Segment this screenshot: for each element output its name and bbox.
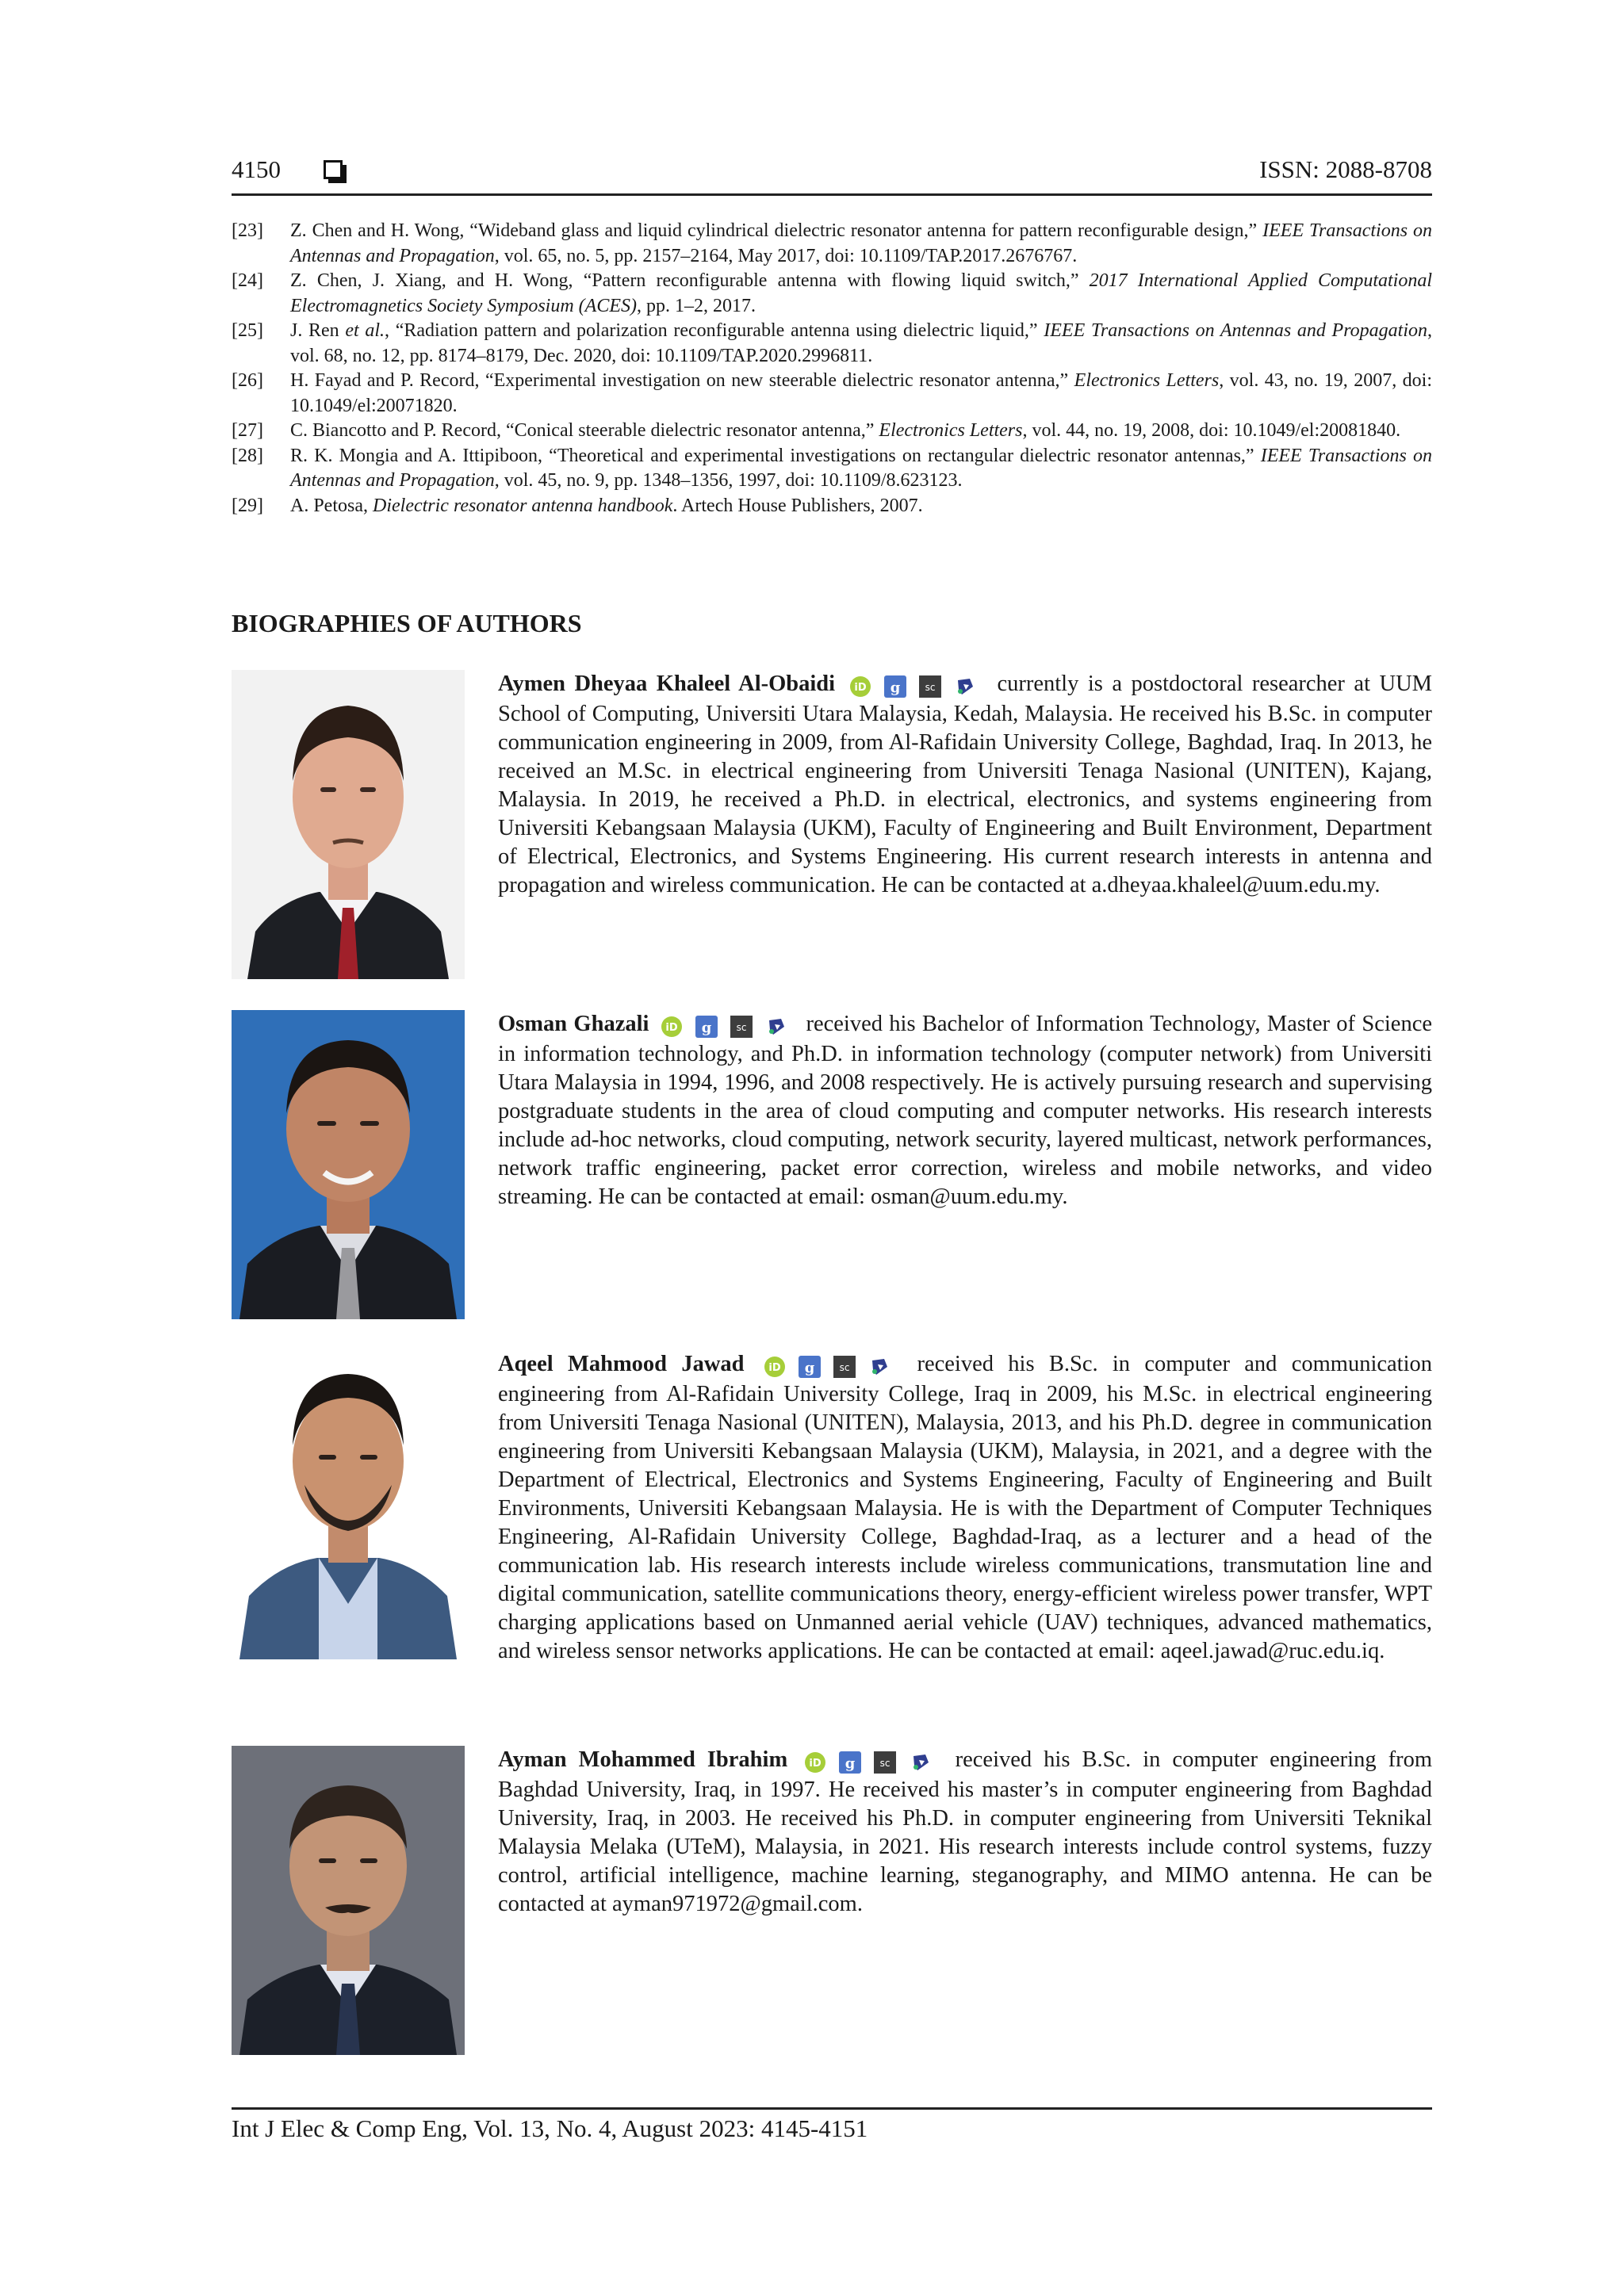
google-scholar-icon[interactable] — [884, 675, 906, 698]
reference-item — [232, 269, 1432, 319]
svg-text:sc: sc — [880, 1758, 891, 1770]
author-bio-text — [498, 1746, 1432, 1919]
issn: ISSN: 2088-8708 — [1259, 155, 1432, 183]
author-name: Ayman Mohammed Ibrahim — [498, 1747, 788, 1772]
reference-number: [24] — [232, 270, 263, 291]
scopus-icon[interactable] — [874, 1751, 896, 1774]
author-photo — [232, 1010, 465, 1319]
reference-item — [232, 369, 1432, 419]
author-bio-text — [498, 1010, 1432, 1211]
author-name: Osman Ghazali — [498, 1012, 649, 1036]
svg-text:iD: iD — [853, 682, 867, 695]
svg-text:g: g — [804, 1360, 815, 1377]
author-name: Aymen Dheyaa Khaleel Al-Obaidi — [498, 672, 836, 696]
author-photo — [232, 670, 465, 979]
reference-number: [26] — [232, 370, 263, 391]
svg-text:iD: iD — [809, 1758, 822, 1770]
svg-text:sc: sc — [839, 1362, 850, 1374]
page-header — [232, 155, 1432, 196]
reference-item — [232, 494, 1432, 519]
orcid-icon[interactable] — [849, 675, 871, 698]
author-bio-text — [498, 1350, 1432, 1666]
reference-item — [232, 419, 1432, 444]
svg-text:g: g — [701, 1020, 712, 1037]
reference-item — [232, 319, 1432, 369]
reference-number: [23] — [232, 220, 263, 241]
svg-text:iD: iD — [665, 1022, 678, 1035]
svg-text:g: g — [845, 1755, 856, 1773]
publons-icon[interactable] — [910, 1751, 932, 1774]
biographies-heading: BIOGRAPHIES OF AUTHORS — [232, 609, 582, 637]
publons-icon[interactable] — [954, 675, 976, 698]
box-bullet-icon — [324, 160, 343, 179]
svg-text:sc: sc — [925, 682, 936, 694]
reference-item — [232, 219, 1432, 269]
page-number: 4150 — [232, 155, 281, 183]
author-profile-icons — [849, 672, 983, 700]
publons-icon[interactable] — [868, 1356, 891, 1378]
reference-item — [232, 444, 1432, 494]
author-photo — [232, 1746, 465, 2055]
journal-citation: Int J Elec & Comp Eng, Vol. 13, No. 4, August 2023: 4145-4151 — [232, 2114, 868, 2142]
orcid-icon[interactable] — [804, 1751, 826, 1774]
reference-text: C. Biancotto and P. Record, “Conical steerable dielectric resonator antenna,” Electronics Letters, vol. 44, no. 19, 2008, doi: 10.1049/el:20081840. — [290, 420, 1401, 441]
reference-text: A. Petosa, Dielectric resonator antenna handbook. Artech House Publishers, 2007. — [290, 495, 923, 516]
google-scholar-icon[interactable] — [695, 1016, 718, 1038]
orcid-icon[interactable] — [661, 1016, 683, 1038]
author-photo — [232, 1350, 465, 1659]
author-bio-text — [498, 670, 1432, 900]
author-description: received his Bachelor of Information Technology, Master of Science in information technology, and Ph.D. in information technology (computer network) from Universiti Utara Malaysia in 1994, 1996, and 2008 respectively. He is actively pursuing research and supervising postgraduate students in the area of cloud computing and computer networks. His research interests include ad-hoc networks, cloud computing, network security, layered multicast, network performances, network traffic engineering, packet error correction, wireless and mobile networks, and video streaming. He can be contacted at email: osman@uum.edu.my. — [498, 1012, 1432, 1209]
author-description: received his B.Sc. in computer engineering from Baghdad University, Iraq, in 1997. He received his master’s in computer engineering from Baghdad University, Iraq, in 2003. He received his Ph.D. in computer engineering from Universiti Teknikal Malaysia Melaka (UTeM), Malaysia, in 2021. His research interests include control systems, fuzzy control, artificial intelligence, machine learning, steganography, and MIMO antenna. He can be contacted at ayman971972@gmail.com. — [498, 1747, 1433, 1916]
author-profile-icons — [804, 1747, 938, 1776]
reference-text: Z. Chen, J. Xiang, and H. Wong, “Pattern reconfigurable antenna with flowing liquid switch,” 2017 International Applied Computational Electromagnetics Society Symposium (ACES), pp. 1–2, 2017. — [290, 270, 1432, 316]
author-profile-icons — [764, 1352, 898, 1380]
reference-number: [28] — [232, 445, 263, 466]
orcid-icon[interactable] — [764, 1356, 786, 1378]
reference-text: R. K. Mongia and A. Ittipiboon, “Theoretical and experimental investigations on rectangular dielectric resonator antennas,” IEEE Transactions on Antennas and Propagation, vol. 45, no. 9, pp. 1348–1356, 1997, doi: 10.1109/8.623123. — [290, 445, 1433, 491]
google-scholar-icon[interactable] — [839, 1751, 861, 1774]
reference-text: Z. Chen and H. Wong, “Wideband glass and liquid cylindrical dielectric resonator antenna for pattern reconfigurable design,” IEEE Transactions on Antennas and Propagation, vol. 65, no. 5, pp. 2157–2164, May 2017, doi: 10.1109/TAP.2017.2676767. — [290, 220, 1432, 266]
reference-text: H. Fayad and P. Record, “Experimental investigation on new steerable dielectric resonator antenna,” Electronics Letters, vol. 43, no. 19, 2007, doi: 10.1049/el:20071820. — [290, 370, 1432, 416]
svg-text:g: g — [890, 679, 900, 697]
reference-number: [29] — [232, 495, 263, 516]
author-description: received his B.Sc. in computer and communication engineering from Al-Rafidain University College, Iraq in 2009, his M.Sc. in electrical engineering from Universiti Tenaga Nasional (UNITEN), Malaysia, 2013, and his Ph.D. degree in communication engineering from Universiti Kebangsaan Malaysia (UKM), Malaysia, in 2021, and a degree with the Department of Electrical, Electronics and Systems Engineering, Faculty of Engineering and Built Environments, Universiti Kebangsaan Malaysia. He is with the Department of Computer Techniques Engineering, Al-Rafidain University College, Baghdad-Iraq, as a lecturer and a head of the communication lab. His research interests include wireless communications, transmutation line and digital communication, satellite communications theory, energy-efficient wireless power transfer, WPT charging applications based on Unmanned aerial vehicle (UAV) techniques, advanced mathematics, and wireless sensor networks applications. He can be contacted at email: aqeel.jawad@ruc.edu.iq. — [498, 1352, 1432, 1663]
author-name: Aqeel Mahmood Jawad — [498, 1352, 745, 1376]
scopus-icon[interactable] — [919, 675, 941, 698]
svg-text:sc: sc — [736, 1022, 747, 1034]
publons-icon[interactable] — [765, 1016, 787, 1038]
reference-text: J. Ren et al., “Radiation pattern and polarization reconfigurable antenna using dielectric liquid,” IEEE Transactions on Antennas and Propagation, vol. 68, no. 12, pp. 8174–8179, Dec. 2020, doi: 10.1109/TAP.2020.2996811. — [290, 320, 1433, 366]
google-scholar-icon[interactable] — [799, 1356, 821, 1378]
scopus-icon[interactable] — [730, 1016, 753, 1038]
references-list — [232, 219, 1432, 519]
reference-number: [25] — [232, 320, 263, 341]
svg-text:iD: iD — [768, 1362, 781, 1375]
author-profile-icons — [661, 1012, 795, 1040]
scopus-icon[interactable] — [833, 1356, 856, 1378]
reference-number: [27] — [232, 420, 263, 441]
page-footer — [232, 2107, 1432, 2143]
author-description: currently is a postdoctoral researcher at UUM School of Computing, Universiti Utara Malaysia, Kedah, Malaysia. He received his B.Sc. in computer communication engineering in 2009, from Al-Rafidain University College, Baghdad, Iraq. In 2013, he received an M.Sc. in electrical engineering from Universiti Tenaga Nasional (UNITEN), Kajang, Malaysia. In 2019, he received a Ph.D. in electrical, electronics, and systems engineering from Universiti Kebangsaan Malaysia (UKM), Faculty of Engineering and Built Environment, Department of Electrical, Electronics, and Systems Engineering. His current research interests in antenna and propagation and wireless communication. He can be contacted at a.dheyaa.khaleel@uum.edu.my. — [498, 672, 1432, 897]
